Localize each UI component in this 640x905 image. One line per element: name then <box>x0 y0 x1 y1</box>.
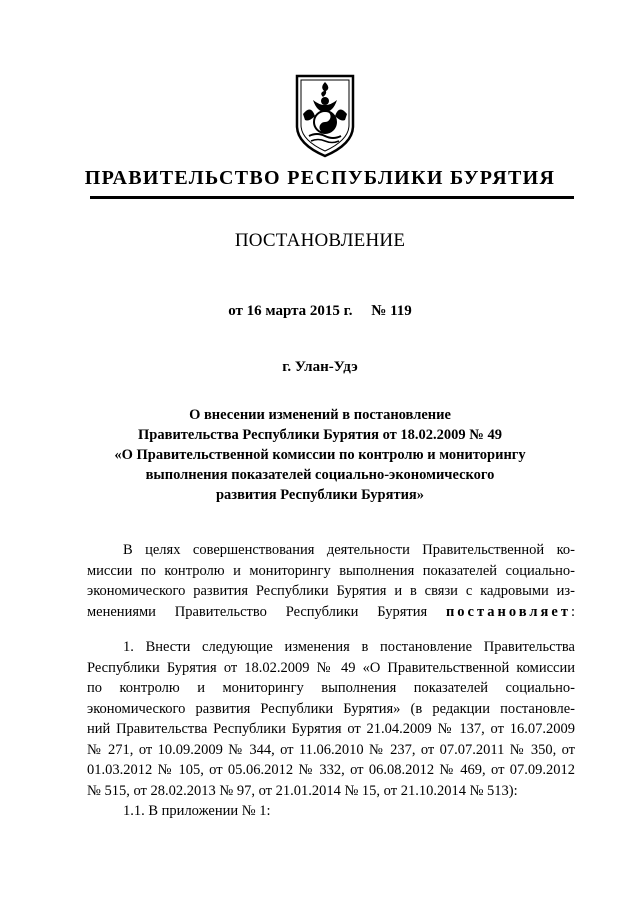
document-subject <box>0 405 640 505</box>
subject-line: выполнения показателей социально-экономического <box>145 467 495 483</box>
header-divider <box>90 196 574 199</box>
paragraph-text: : <box>570 603 575 620</box>
paragraph-line: 1. Внести следующие изменения в постановление Правительства <box>123 639 575 655</box>
paragraph-line: экономического развития Республики Бурятия и в связи с кадровыми из- <box>87 583 575 599</box>
paragraph-line-final <box>87 602 575 623</box>
preamble-paragraph <box>87 540 575 622</box>
paragraph-line: № 271, от 10.09.2009 № 344, от 11.06.2010 № 237, от 07.07.2011 № 350, от <box>87 741 575 758</box>
subject-line: О внесении изменений в постановление <box>189 407 451 423</box>
government-title: ПРАВИТЕЛЬСТВО РЕСПУБЛИКИ БУРЯТИЯ <box>84 167 556 189</box>
paragraph-line: ний Правительства Республики Бурятия от 21.04.2009 № 137, от 16.07.2009 <box>87 721 575 737</box>
subitem-heading: 1.1. В приложении № 1: <box>123 803 271 819</box>
document-city: г. Улан-Удэ <box>282 359 358 375</box>
paragraph-line: по контролю и мониторингу выполнения показателей социально- <box>87 680 575 696</box>
paragraph-line: миссии по контролю и мониторингу выполнения показателей социально- <box>87 562 575 579</box>
paragraph-line: В целях совершенствования деятельности Правительственной ко- <box>123 542 575 558</box>
paragraph-text: менениями Правительство Республики Бурятия <box>87 603 446 620</box>
document-type: ПОСТАНОВЛЕНИЕ <box>234 230 406 251</box>
paragraph-line: № 515, от 28.02.2013 № 97, от 21.01.2014 № 15, от 21.10.2014 № 513): <box>87 782 518 799</box>
subject-line: «О Правительственной комиссии по контролю и мониторингу <box>114 447 526 463</box>
item-1-paragraph <box>87 637 575 822</box>
coat-of-arms-icon <box>293 74 357 158</box>
paragraph-line: Республики Бурятия от 18.02.2009 № 49 «О Правительственной комиссии <box>87 659 575 676</box>
subject-line: Правительства Республики Бурятия от 18.02.2009 № 49 <box>138 427 502 443</box>
document-date-number: от 16 марта 2015 г. № 119 <box>228 303 412 319</box>
decree-word: постановляет <box>445 603 571 620</box>
paragraph-line: экономического развития Республики Бурятия» (в редакции постановле- <box>87 700 575 717</box>
paragraph-line: 01.03.2012 № 105, от 05.06.2012 № 332, от 06.08.2012 № 469, от 07.09.2012 <box>87 762 575 778</box>
subject-line: развития Республики Бурятия» <box>215 487 425 503</box>
